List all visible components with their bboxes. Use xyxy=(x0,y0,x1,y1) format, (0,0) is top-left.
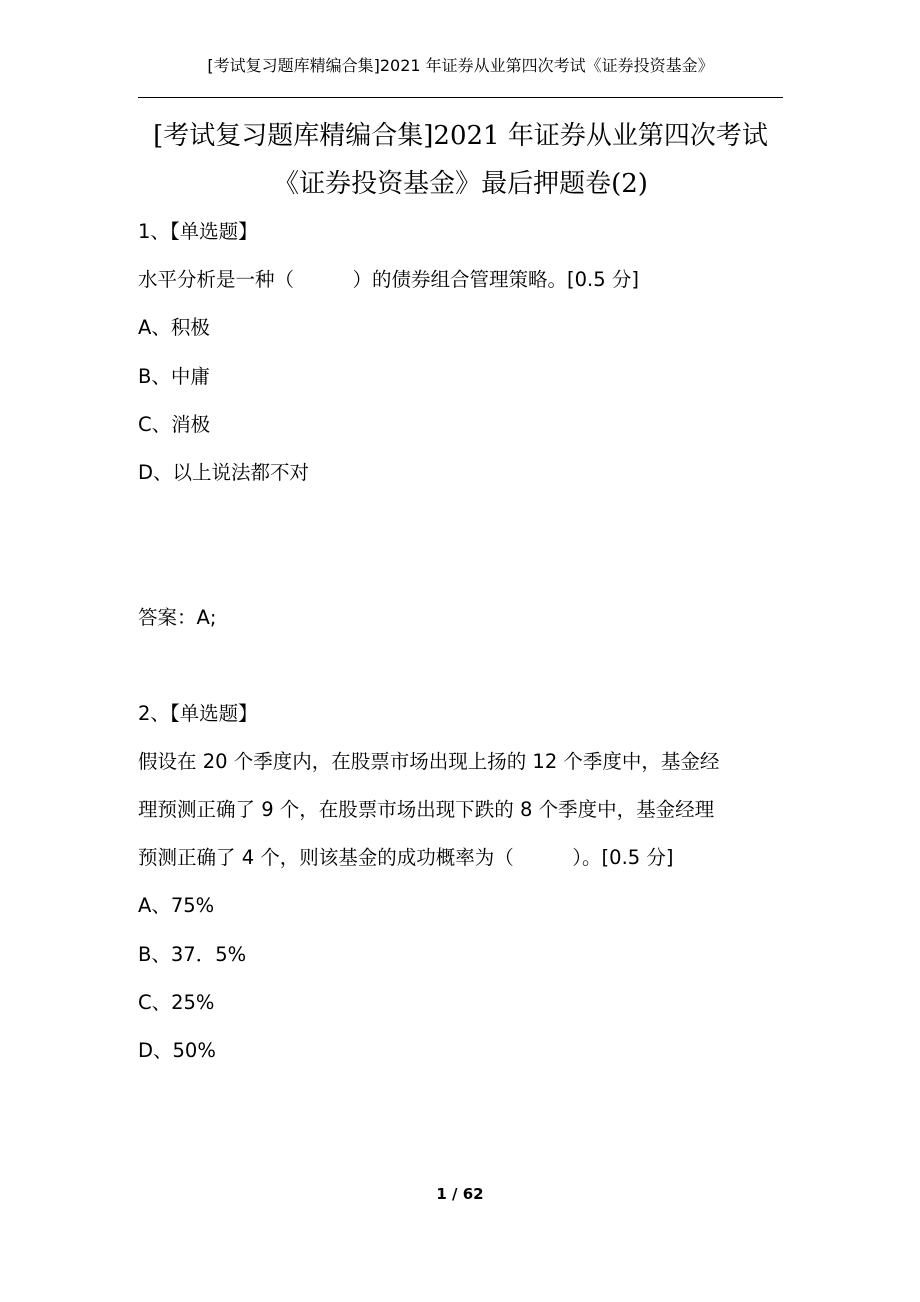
question-1-answer: 答案：A; xyxy=(138,606,217,629)
question-1-option-c: C、消极 xyxy=(138,413,211,436)
page-number: 1 / 62 xyxy=(436,1185,484,1203)
question-2-option-b: B、37．5% xyxy=(138,943,247,966)
question-1-stem: 水平分析是一种（ ）的债券组合管理策略。[0.5 分] xyxy=(138,268,639,291)
question-2-stem-line-1: 假设在 20 个季度内，在股票市场出现上扬的 12 个季度中，基金经 xyxy=(138,750,720,773)
question-2-option-a: A、75% xyxy=(138,894,215,917)
document-title xyxy=(138,112,783,208)
question-2-option-c: C、25% xyxy=(138,991,215,1014)
question-1-option-a: A、积极 xyxy=(138,316,210,339)
question-1-option-d: D、以上说法都不对 xyxy=(138,461,310,484)
question-2-stem-line-2: 理预测正确了 9 个，在股票市场出现下跌的 8 个季度中，基金经理 xyxy=(138,798,715,821)
header-divider xyxy=(138,97,783,98)
question-2-type: 2、【单选题】 xyxy=(138,702,258,725)
document-title-line-2: 《证券投资基金》最后押题卷(2) xyxy=(273,169,648,199)
document-title-line-1: [考试复习题库精编合集]2021 年证券从业第四次考试 xyxy=(153,121,768,151)
running-header: [考试复习题库精编合集]2021 年证券从业第四次考试《证券投资基金》 xyxy=(207,56,714,75)
question-1-option-b: B、中庸 xyxy=(138,365,210,388)
question-1-type: 1、【单选题】 xyxy=(138,220,258,243)
question-2-option-d: D、50% xyxy=(138,1039,216,1062)
question-2-stem-line-3: 预测正确了 4 个，则该基金的成功概率为（ ）。[0.5 分] xyxy=(138,846,674,869)
